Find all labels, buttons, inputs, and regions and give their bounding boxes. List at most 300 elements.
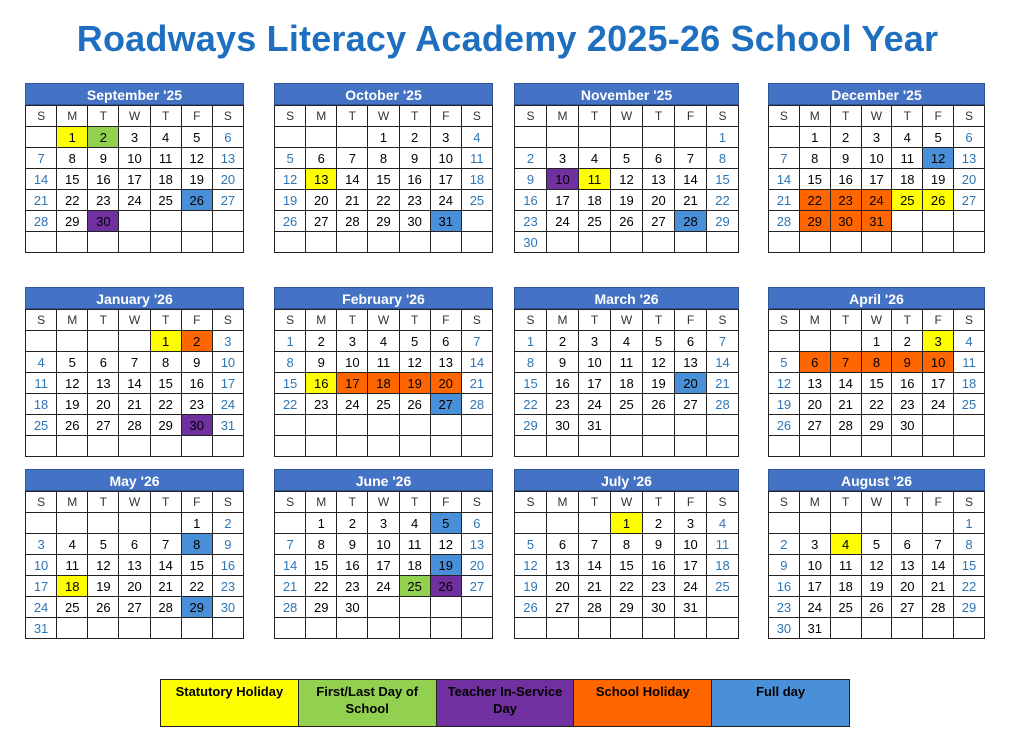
day-cell: 2 <box>892 331 923 352</box>
day-cell: 2 <box>337 513 368 534</box>
week-row <box>26 232 244 253</box>
day-cell: 9 <box>399 148 430 169</box>
weekday-header: M <box>799 310 830 331</box>
empty-cell <box>707 232 739 253</box>
week-row <box>515 534 739 555</box>
weekday-header: S <box>769 310 800 331</box>
month-table <box>274 309 493 457</box>
day-cell: 24 <box>861 190 892 211</box>
day-cell: 15 <box>861 373 892 394</box>
empty-cell <box>515 127 547 148</box>
weekday-header: S <box>954 310 985 331</box>
empty-cell <box>579 436 611 457</box>
empty-cell <box>306 232 337 253</box>
weekday-header: S <box>212 106 243 127</box>
month-title: February '26 <box>274 287 493 309</box>
empty-cell <box>337 415 368 436</box>
day-cell: 8 <box>368 148 399 169</box>
week-row <box>515 436 739 457</box>
day-cell: 29 <box>150 415 181 436</box>
day-cell: 25 <box>57 597 88 618</box>
weekday-header: M <box>57 310 88 331</box>
day-cell: 14 <box>119 373 150 394</box>
day-cell: 8 <box>275 352 306 373</box>
day-cell: 15 <box>611 555 643 576</box>
day-cell: 9 <box>515 169 547 190</box>
day-cell: 10 <box>368 534 399 555</box>
day-cell: 27 <box>954 190 985 211</box>
day-cell: 17 <box>368 555 399 576</box>
empty-cell <box>337 127 368 148</box>
week-row <box>26 618 244 639</box>
week-row <box>515 415 739 436</box>
empty-cell <box>954 415 985 436</box>
week-row <box>769 576 985 597</box>
month-calendar <box>274 83 493 253</box>
day-cell: 9 <box>830 148 861 169</box>
day-cell: 20 <box>430 373 461 394</box>
day-cell: 20 <box>547 576 579 597</box>
day-cell: 10 <box>26 555 57 576</box>
weekday-header: F <box>430 310 461 331</box>
day-cell: 25 <box>892 190 923 211</box>
empty-cell <box>399 618 430 639</box>
day-cell: 25 <box>611 394 643 415</box>
day-cell: 18 <box>368 373 399 394</box>
day-cell: 11 <box>57 555 88 576</box>
empty-cell <box>547 232 579 253</box>
month-title: April '26 <box>768 287 985 309</box>
day-cell: 27 <box>306 211 337 232</box>
day-cell: 11 <box>892 148 923 169</box>
day-cell: 1 <box>861 331 892 352</box>
day-cell: 20 <box>212 169 243 190</box>
day-cell: 7 <box>461 331 492 352</box>
empty-cell <box>611 436 643 457</box>
week-row <box>769 415 985 436</box>
weekday-header: F <box>181 492 212 513</box>
day-cell: 22 <box>368 190 399 211</box>
week-row <box>275 232 493 253</box>
day-cell: 9 <box>212 534 243 555</box>
day-cell: 28 <box>579 597 611 618</box>
day-cell: 7 <box>275 534 306 555</box>
day-cell: 22 <box>150 394 181 415</box>
day-cell: 30 <box>892 415 923 436</box>
weekday-header: S <box>954 106 985 127</box>
empty-cell <box>181 618 212 639</box>
day-cell: 22 <box>515 394 547 415</box>
week-row <box>275 513 493 534</box>
month-title: March '26 <box>514 287 739 309</box>
day-cell: 2 <box>212 513 243 534</box>
day-cell: 24 <box>368 576 399 597</box>
empty-cell <box>707 436 739 457</box>
empty-cell <box>799 331 830 352</box>
empty-cell <box>579 513 611 534</box>
empty-cell <box>923 513 954 534</box>
day-cell: 26 <box>275 211 306 232</box>
week-row <box>769 232 985 253</box>
day-cell: 29 <box>954 597 985 618</box>
weekday-header: W <box>368 310 399 331</box>
weekday-header: S <box>212 310 243 331</box>
day-cell: 11 <box>368 352 399 373</box>
day-cell: 14 <box>923 555 954 576</box>
empty-cell <box>461 232 492 253</box>
weekday-header: S <box>461 492 492 513</box>
empty-cell <box>57 331 88 352</box>
month-title: October '25 <box>274 83 493 105</box>
month-calendar <box>768 469 985 639</box>
week-row <box>769 618 985 639</box>
day-cell: 8 <box>181 534 212 555</box>
month-calendar <box>514 469 739 639</box>
weekday-header: T <box>643 310 675 331</box>
day-cell: 12 <box>399 352 430 373</box>
week-row <box>275 127 493 148</box>
day-cell: 16 <box>769 576 800 597</box>
day-cell: 2 <box>643 513 675 534</box>
empty-cell <box>954 232 985 253</box>
empty-cell <box>119 618 150 639</box>
weekday-header: T <box>337 106 368 127</box>
day-cell: 16 <box>515 190 547 211</box>
day-cell: 7 <box>119 352 150 373</box>
day-cell: 14 <box>337 169 368 190</box>
empty-cell <box>119 232 150 253</box>
empty-cell <box>799 436 830 457</box>
day-cell: 3 <box>212 331 243 352</box>
weekday-header: T <box>579 310 611 331</box>
week-row <box>275 169 493 190</box>
empty-cell <box>306 127 337 148</box>
weekday-header: W <box>611 106 643 127</box>
empty-cell <box>830 436 861 457</box>
day-cell: 7 <box>150 534 181 555</box>
day-cell: 3 <box>119 127 150 148</box>
day-cell: 8 <box>707 148 739 169</box>
week-row <box>515 232 739 253</box>
weekday-header: T <box>337 310 368 331</box>
month-table <box>514 105 739 253</box>
weekday-header: T <box>399 492 430 513</box>
month-calendar <box>768 287 985 457</box>
week-row <box>26 394 244 415</box>
legend-full-day: Full day <box>712 680 849 726</box>
day-cell: 3 <box>368 513 399 534</box>
day-cell: 28 <box>923 597 954 618</box>
day-cell: 11 <box>150 148 181 169</box>
week-row <box>275 534 493 555</box>
empty-cell <box>675 415 707 436</box>
day-cell: 25 <box>830 597 861 618</box>
empty-cell <box>337 436 368 457</box>
day-cell: 13 <box>799 373 830 394</box>
weekday-header: T <box>88 310 119 331</box>
month-calendar <box>274 469 493 639</box>
day-cell: 19 <box>643 373 675 394</box>
day-cell: 9 <box>337 534 368 555</box>
week-row <box>515 148 739 169</box>
empty-cell <box>57 513 88 534</box>
day-cell: 28 <box>830 415 861 436</box>
weekday-header: S <box>769 492 800 513</box>
day-cell: 11 <box>954 352 985 373</box>
weekday-header: W <box>119 106 150 127</box>
day-cell: 21 <box>923 576 954 597</box>
day-cell: 17 <box>212 373 243 394</box>
week-row <box>769 190 985 211</box>
empty-cell <box>150 232 181 253</box>
day-cell: 15 <box>368 169 399 190</box>
week-row <box>515 394 739 415</box>
empty-cell <box>799 513 830 534</box>
day-cell: 16 <box>830 169 861 190</box>
empty-cell <box>26 232 57 253</box>
week-row <box>26 576 244 597</box>
day-cell: 21 <box>119 394 150 415</box>
day-cell: 2 <box>769 534 800 555</box>
day-cell: 13 <box>212 148 243 169</box>
empty-cell <box>150 211 181 232</box>
empty-cell <box>923 618 954 639</box>
empty-cell <box>954 211 985 232</box>
weekday-header: T <box>892 492 923 513</box>
empty-cell <box>830 513 861 534</box>
day-cell: 15 <box>954 555 985 576</box>
empty-cell <box>643 127 675 148</box>
day-cell: 2 <box>547 331 579 352</box>
day-cell: 2 <box>399 127 430 148</box>
month-title: January '26 <box>25 287 244 309</box>
day-cell: 22 <box>707 190 739 211</box>
month-table <box>25 491 244 639</box>
empty-cell <box>88 232 119 253</box>
empty-cell <box>515 436 547 457</box>
week-row <box>26 211 244 232</box>
day-cell: 28 <box>461 394 492 415</box>
empty-cell <box>212 618 243 639</box>
weekday-header: S <box>212 492 243 513</box>
week-row <box>515 576 739 597</box>
day-cell: 14 <box>830 373 861 394</box>
day-cell: 6 <box>212 127 243 148</box>
day-cell: 10 <box>861 148 892 169</box>
day-cell: 14 <box>461 352 492 373</box>
empty-cell <box>675 127 707 148</box>
weekday-header: S <box>769 106 800 127</box>
weekday-header: S <box>707 106 739 127</box>
day-cell: 24 <box>547 211 579 232</box>
day-cell: 10 <box>579 352 611 373</box>
week-row <box>769 352 985 373</box>
day-cell: 16 <box>399 169 430 190</box>
day-cell: 15 <box>57 169 88 190</box>
day-cell: 7 <box>26 148 57 169</box>
day-cell: 31 <box>799 618 830 639</box>
empty-cell <box>88 436 119 457</box>
weekday-header: T <box>579 492 611 513</box>
empty-cell <box>515 513 547 534</box>
day-cell: 1 <box>57 127 88 148</box>
empty-cell <box>707 597 739 618</box>
day-cell: 30 <box>337 597 368 618</box>
day-cell: 8 <box>954 534 985 555</box>
day-cell: 7 <box>337 148 368 169</box>
day-cell: 29 <box>368 211 399 232</box>
day-cell: 12 <box>181 148 212 169</box>
empty-cell <box>212 211 243 232</box>
day-cell: 12 <box>769 373 800 394</box>
week-row <box>275 190 493 211</box>
day-cell: 26 <box>643 394 675 415</box>
month-table <box>768 309 985 457</box>
empty-cell <box>212 232 243 253</box>
empty-cell <box>643 415 675 436</box>
day-cell: 21 <box>337 190 368 211</box>
day-cell: 21 <box>769 190 800 211</box>
weekday-header: W <box>861 310 892 331</box>
day-cell: 28 <box>119 415 150 436</box>
empty-cell <box>275 513 306 534</box>
weekday-header: M <box>57 492 88 513</box>
day-cell: 3 <box>799 534 830 555</box>
weekday-header: M <box>306 310 337 331</box>
day-cell: 27 <box>212 190 243 211</box>
day-cell: 2 <box>88 127 119 148</box>
day-cell: 13 <box>547 555 579 576</box>
weekday-header: W <box>611 310 643 331</box>
month-calendar <box>274 287 493 457</box>
empty-cell <box>119 331 150 352</box>
empty-cell <box>892 513 923 534</box>
day-cell: 4 <box>830 534 861 555</box>
empty-cell <box>515 618 547 639</box>
day-cell: 15 <box>181 555 212 576</box>
day-cell: 6 <box>643 148 675 169</box>
day-cell: 15 <box>150 373 181 394</box>
day-cell: 11 <box>707 534 739 555</box>
empty-cell <box>368 436 399 457</box>
empty-cell <box>57 618 88 639</box>
day-cell: 4 <box>368 331 399 352</box>
day-cell: 25 <box>579 211 611 232</box>
empty-cell <box>675 232 707 253</box>
day-cell: 11 <box>399 534 430 555</box>
empty-cell <box>461 618 492 639</box>
day-cell: 1 <box>954 513 985 534</box>
day-cell: 19 <box>769 394 800 415</box>
day-cell: 9 <box>769 555 800 576</box>
empty-cell <box>923 232 954 253</box>
legend-first-last-day: First/Last Day of School <box>299 680 437 726</box>
day-cell: 29 <box>611 597 643 618</box>
month-calendar <box>768 83 985 253</box>
day-cell: 6 <box>954 127 985 148</box>
week-row <box>26 352 244 373</box>
day-cell: 6 <box>306 148 337 169</box>
empty-cell <box>769 331 800 352</box>
week-row <box>515 169 739 190</box>
day-cell: 23 <box>212 576 243 597</box>
weekday-header: T <box>399 106 430 127</box>
day-cell: 4 <box>579 148 611 169</box>
day-cell: 7 <box>769 148 800 169</box>
weekday-header: T <box>150 310 181 331</box>
day-cell: 10 <box>212 352 243 373</box>
empty-cell <box>547 127 579 148</box>
weekday-header: T <box>643 106 675 127</box>
day-cell: 24 <box>923 394 954 415</box>
weekday-header: S <box>707 310 739 331</box>
day-cell: 5 <box>515 534 547 555</box>
day-cell: 17 <box>26 576 57 597</box>
day-cell: 16 <box>88 169 119 190</box>
day-cell: 7 <box>675 148 707 169</box>
empty-cell <box>861 436 892 457</box>
week-row <box>769 373 985 394</box>
day-cell: 22 <box>799 190 830 211</box>
day-cell: 27 <box>461 576 492 597</box>
week-row <box>769 394 985 415</box>
empty-cell <box>57 436 88 457</box>
day-cell: 21 <box>150 576 181 597</box>
day-cell: 18 <box>954 373 985 394</box>
day-cell: 3 <box>675 513 707 534</box>
empty-cell <box>150 436 181 457</box>
day-cell: 30 <box>643 597 675 618</box>
day-cell: 9 <box>643 534 675 555</box>
weekday-header: F <box>181 310 212 331</box>
day-cell: 26 <box>88 597 119 618</box>
day-cell: 5 <box>399 331 430 352</box>
day-cell: 18 <box>892 169 923 190</box>
day-cell: 9 <box>181 352 212 373</box>
day-cell: 1 <box>306 513 337 534</box>
day-cell: 16 <box>643 555 675 576</box>
day-cell: 8 <box>611 534 643 555</box>
weekday-header: T <box>88 106 119 127</box>
week-row <box>275 555 493 576</box>
weekday-header: F <box>923 106 954 127</box>
empty-cell <box>337 232 368 253</box>
day-cell: 23 <box>547 394 579 415</box>
week-row <box>769 534 985 555</box>
day-cell: 10 <box>675 534 707 555</box>
empty-cell <box>861 618 892 639</box>
weekday-header: S <box>515 492 547 513</box>
month-title: September '25 <box>25 83 244 105</box>
empty-cell <box>57 232 88 253</box>
week-row <box>515 555 739 576</box>
day-cell: 14 <box>275 555 306 576</box>
day-cell: 1 <box>515 331 547 352</box>
day-cell: 22 <box>57 190 88 211</box>
empty-cell <box>769 127 800 148</box>
week-row <box>515 373 739 394</box>
day-cell: 3 <box>861 127 892 148</box>
empty-cell <box>212 436 243 457</box>
weekday-header: M <box>799 106 830 127</box>
empty-cell <box>368 618 399 639</box>
day-cell: 17 <box>547 190 579 211</box>
weekday-header: F <box>675 310 707 331</box>
empty-cell <box>430 436 461 457</box>
day-cell: 18 <box>461 169 492 190</box>
day-cell: 5 <box>611 148 643 169</box>
empty-cell <box>579 232 611 253</box>
